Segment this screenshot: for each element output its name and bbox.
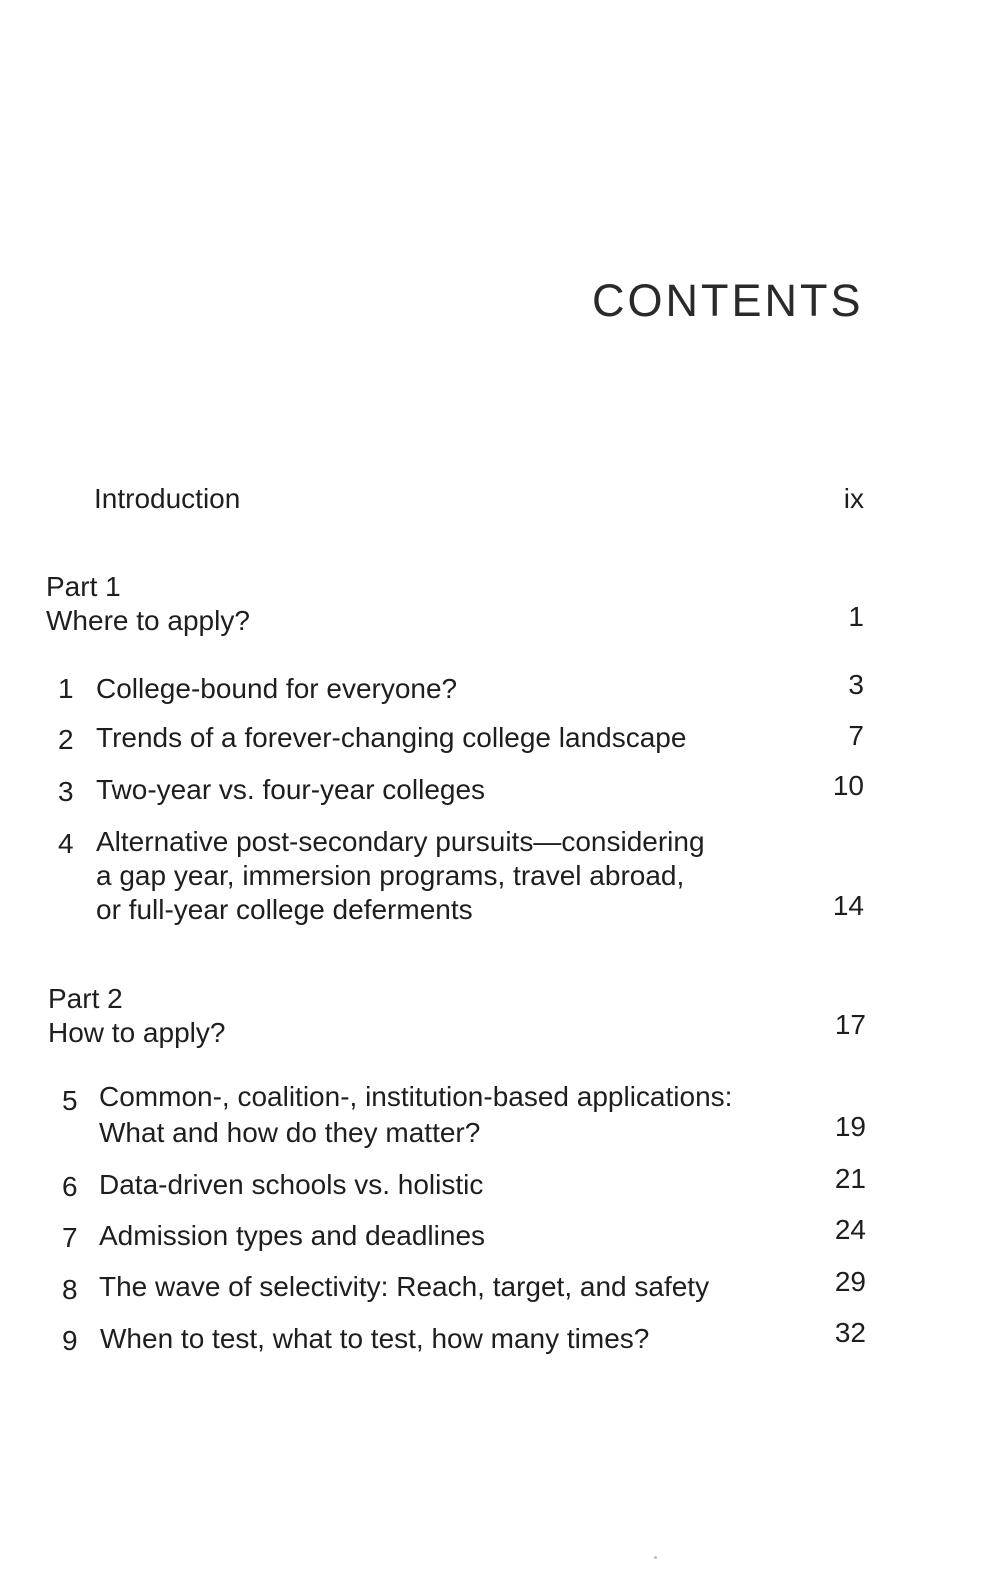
chapter-2-title: Trends of a forever-changing college landscape: [96, 722, 687, 753]
part1-title: Where to apply?: [46, 605, 250, 636]
chapter-9-page: 32: [834, 1317, 866, 1348]
part2-page: 17: [834, 1009, 866, 1040]
chapter-3-number: 3: [58, 776, 74, 807]
chapter-8-page: 29: [834, 1266, 866, 1297]
chapter-5-title-line-2: What and how do they matter?: [99, 1117, 481, 1148]
part2-title: How to apply?: [48, 1017, 226, 1048]
chapter-4-title-line-3: or full-year college deferments: [96, 894, 473, 925]
scan-speck: [654, 1556, 657, 1559]
toc-introduction-page: ix: [843, 483, 864, 514]
chapter-6-page: 21: [834, 1163, 866, 1194]
chapter-2-number: 2: [58, 724, 74, 755]
chapter-6-title: Data-driven schools vs. holistic: [99, 1169, 484, 1200]
chapter-8-number: 8: [62, 1274, 78, 1305]
chapter-5-page: 19: [834, 1111, 866, 1142]
page-title: CONTENTS: [592, 275, 864, 326]
chapter-4-title-line-2: a gap year, immersion programs, travel abroad,: [96, 860, 685, 891]
chapter-5-title-line-1: Common-, coalition-, institution-based applications:: [99, 1081, 733, 1112]
chapter-3-page: 10: [832, 770, 864, 801]
chapter-4-page: 14: [832, 890, 864, 921]
chapter-9-title: When to test, what to test, how many times?: [100, 1323, 650, 1354]
chapter-6-number: 6: [62, 1171, 78, 1202]
chapter-8-title: The wave of selectivity: Reach, target, and safety: [99, 1271, 710, 1302]
part1-label: Part 1: [46, 571, 121, 602]
part2-label: Part 2: [48, 983, 123, 1014]
chapter-5-number: 5: [62, 1085, 78, 1116]
chapter-3-title: Two-year vs. four-year colleges: [96, 774, 486, 805]
chapter-1-number: 1: [58, 673, 74, 704]
chapter-7-title: Admission types and deadlines: [99, 1220, 486, 1251]
chapter-2-page: 7: [848, 720, 864, 751]
chapter-7-page: 24: [834, 1214, 866, 1245]
part1-page: 1: [848, 601, 864, 632]
chapter-1-title: College-bound for everyone?: [96, 673, 458, 704]
chapter-4-number: 4: [58, 828, 74, 859]
chapter-7-number: 7: [62, 1222, 78, 1253]
chapter-1-page: 3: [848, 669, 864, 700]
chapter-4-title-line-1: Alternative post-secondary pursuits—considering: [96, 826, 705, 857]
toc-introduction-label: Introduction: [94, 483, 241, 514]
chapter-9-number: 9: [62, 1325, 78, 1356]
